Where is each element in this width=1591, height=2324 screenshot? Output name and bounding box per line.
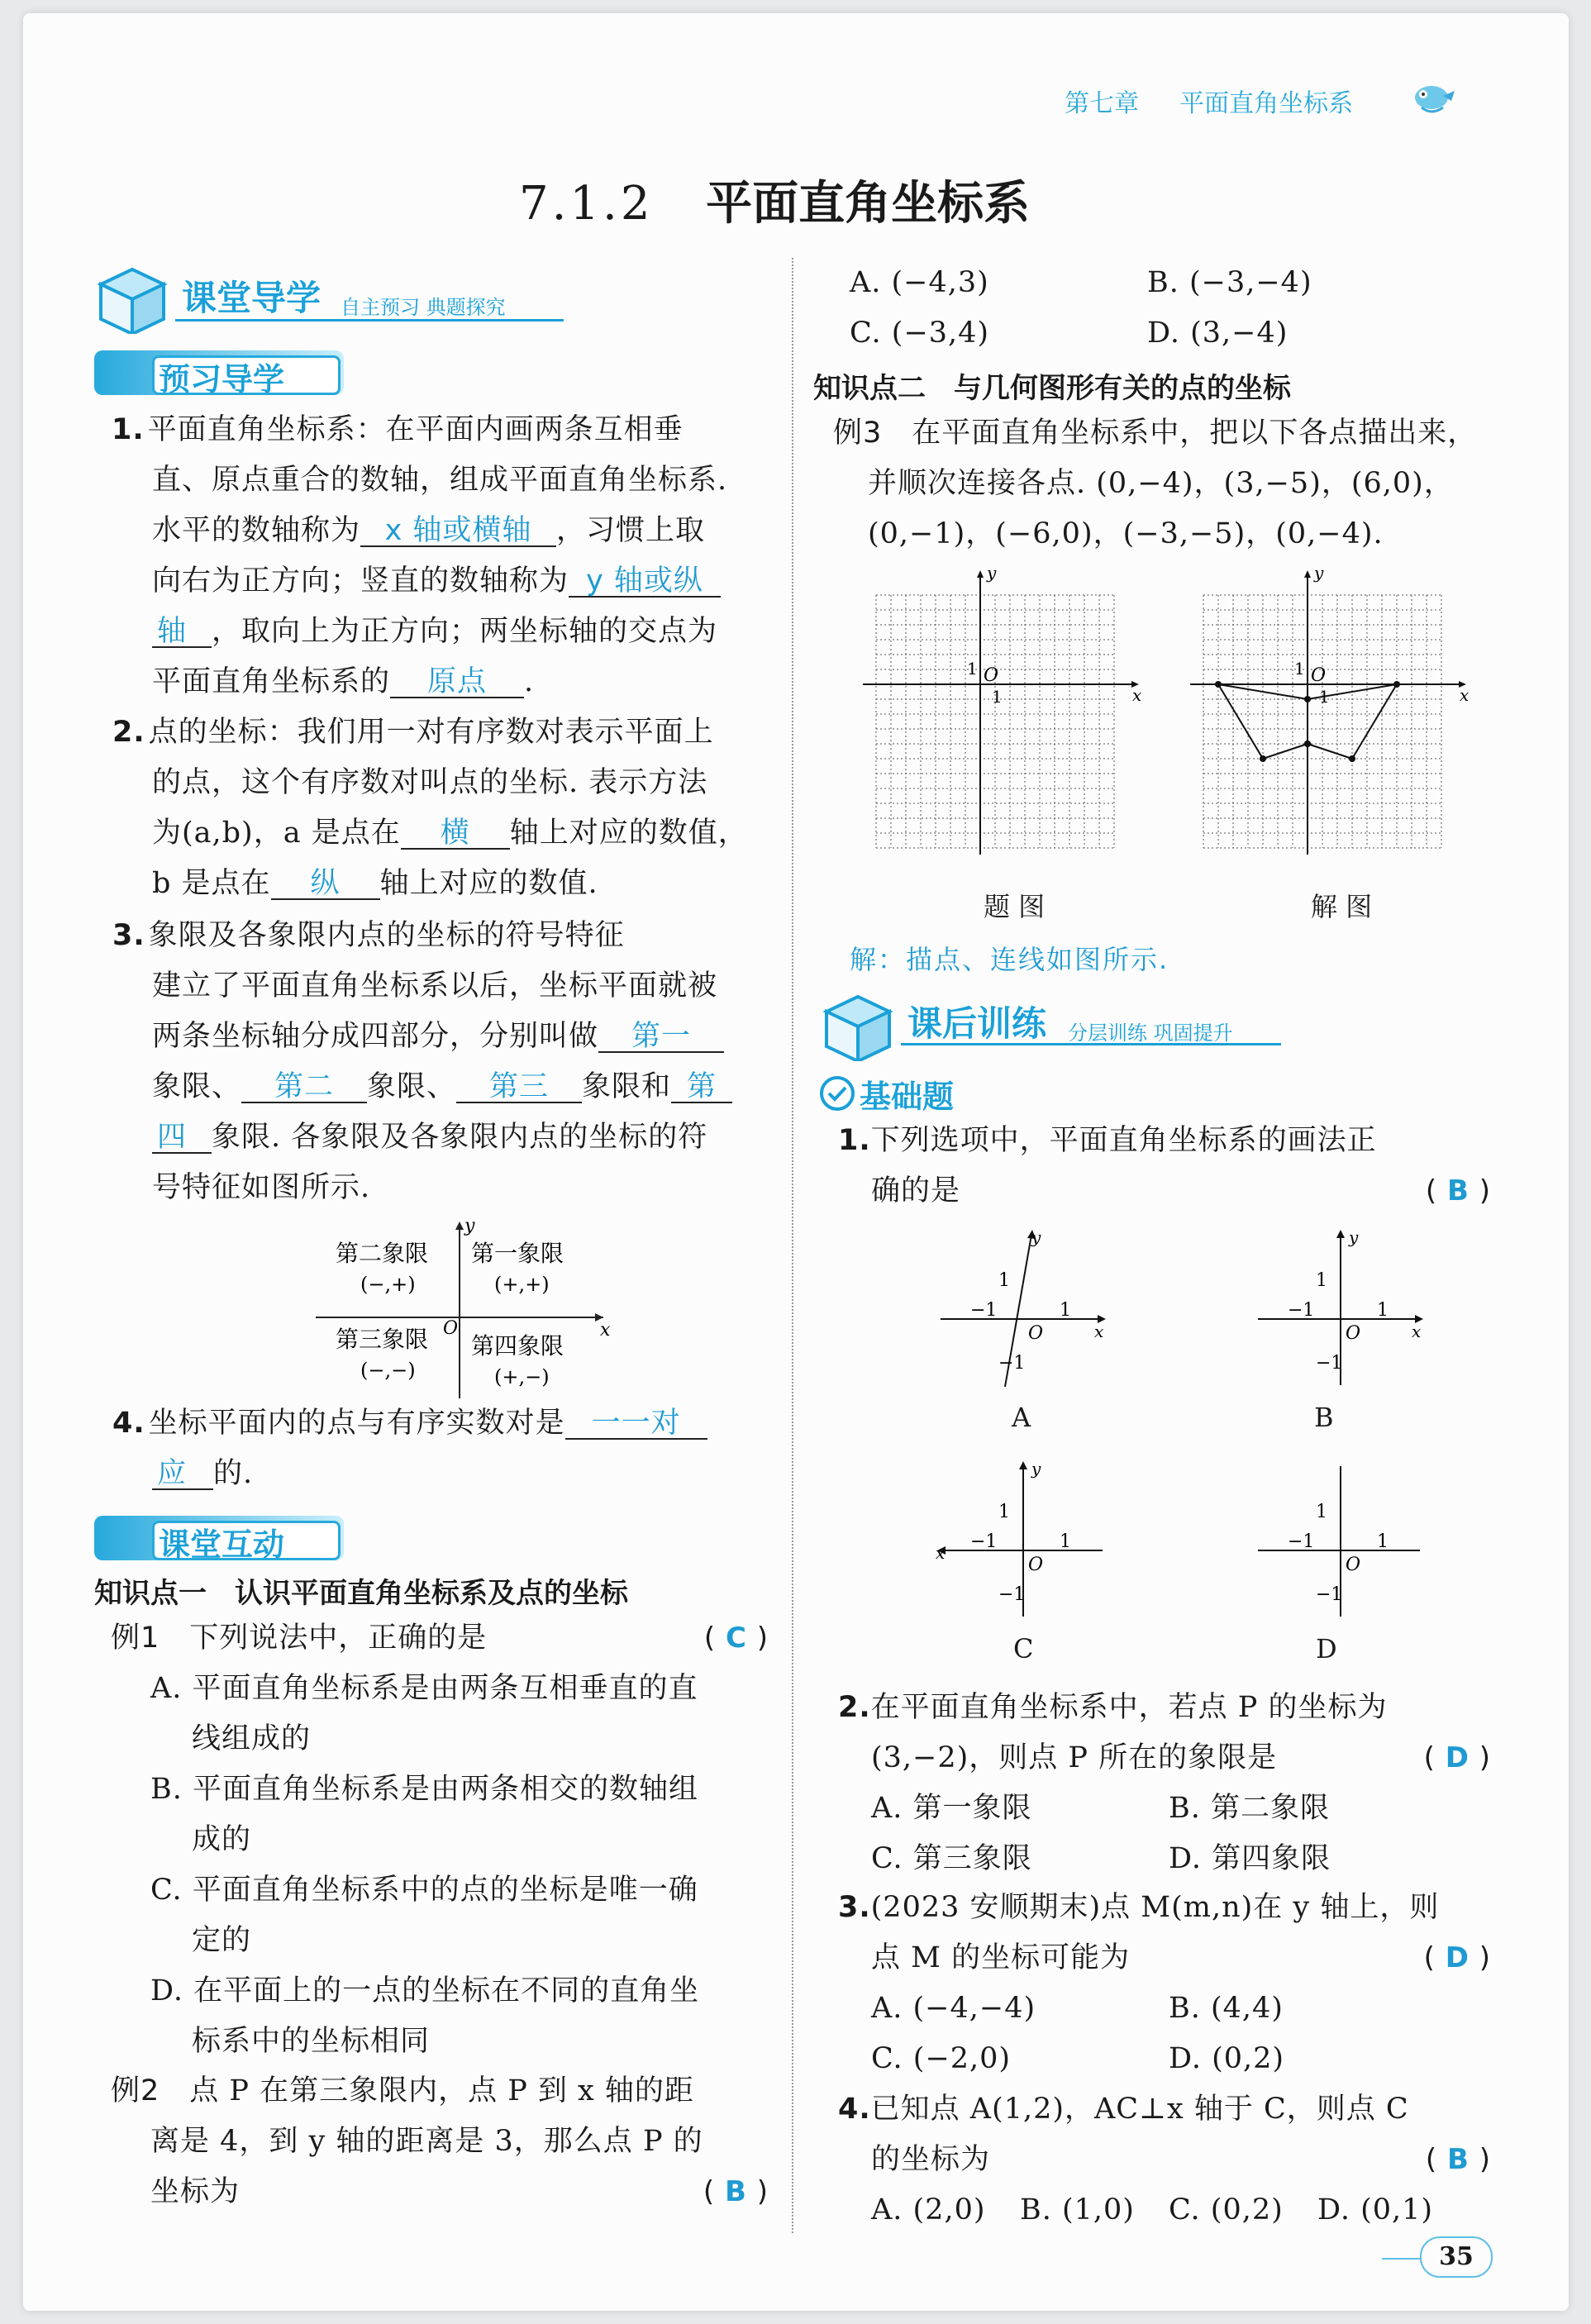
text-line: 平面直角坐标系：在平面内画两条互相垂	[147, 413, 684, 446]
banner-underline	[901, 1043, 1281, 1045]
preview-q2	[112, 707, 748, 909]
solution-point	[1393, 681, 1400, 688]
grid-figure-question	[840, 552, 1162, 866]
answer-choice: D	[1445, 1941, 1470, 1974]
knowledge-point-1: 知识点一 认识平面直角坐标系及点的坐标	[94, 1577, 628, 1610]
text-line: 向右为正方向；竖直的数轴称为	[152, 564, 569, 598]
option-d: D. (0,1)	[1317, 2193, 1434, 2226]
option-a-cont: 线组成的	[192, 1722, 312, 1755]
quadrant-3-label: 第三象限	[336, 1326, 429, 1353]
option-b: B. (4,4)	[1169, 1992, 1284, 2025]
origin-label: O	[984, 665, 999, 686]
option-a: A. 平面直角坐标系是由两条互相垂直的直	[150, 1672, 698, 1705]
section-number: 7.1.2	[519, 177, 654, 231]
option-a: A. (−4,−4)	[871, 1992, 1036, 2025]
example-label: 例1	[111, 1622, 160, 1655]
tag-basic-label: 基础题	[860, 1079, 955, 1115]
answer-choice: B	[1447, 2143, 1470, 2176]
tick-label: −1	[998, 1353, 1026, 1374]
text-line: 坐标为	[150, 2175, 241, 2208]
x-label: x	[1094, 1322, 1104, 1341]
y-axis-arrow	[977, 570, 984, 578]
solution-point	[1215, 681, 1222, 688]
option-c: C. 平面直角坐标系中的点的坐标是唯一确	[150, 1874, 698, 1907]
quadrant-4-sign: (+,−)	[494, 1365, 550, 1388]
q-num: 4.	[112, 1407, 145, 1440]
y-label: y	[1314, 563, 1324, 583]
tick-label-x1: 1	[1319, 687, 1330, 707]
figure-caption-solution: 解 图	[1311, 891, 1373, 922]
quadrant-4-label: 第四象限	[471, 1332, 564, 1360]
text-line: 确的是	[871, 1174, 961, 1207]
chapter-label: 第七章	[1065, 89, 1139, 118]
example-label: 例2	[111, 2074, 160, 2107]
y-label: y	[1031, 1227, 1041, 1247]
solution-point	[1304, 741, 1311, 747]
tag-preview	[94, 350, 344, 398]
problem-3: 3.(2023 安顺期末)点 M(m,n)在 y 轴上，则 点 M 的坐标可能为 ( D ) A. (−4,−4) B. (4,4) C. (−2,0) D. (0,2)	[838, 1883, 1491, 2084]
text-line: 已知点 A(1,2)，AC⊥x 轴于 C，则点 C	[870, 2093, 1409, 2126]
option-b-cont: 成的	[192, 1823, 252, 1856]
option-b: B. 平面直角坐标系是由两条相交的数轴组	[150, 1773, 698, 1806]
tick-label-y1: 1	[967, 659, 978, 679]
text-line: 象限及各象限内点的坐标的符号特征	[148, 919, 625, 952]
answer-choice: C	[725, 1622, 747, 1655]
text-line: 在平面直角坐标系中，若点 P 的坐标为	[870, 1691, 1388, 1724]
quadrant-1-label: 第一象限	[471, 1240, 564, 1267]
text-line: b 是点在	[152, 867, 271, 900]
text-line: 点 M 的坐标可能为	[871, 1941, 1131, 1974]
banner-underline	[175, 319, 564, 321]
text-line: 建立了平面直角坐标系以后，坐标平面就被	[152, 969, 718, 1002]
answer-blank: 轴	[152, 617, 212, 648]
quadrant-figure	[306, 1215, 620, 1405]
origin-label: O	[1028, 1323, 1044, 1344]
answer-blank: 第二	[241, 1073, 367, 1103]
option-c-axes	[932, 1455, 1122, 1620]
text-line: 下列说法中，正确的是	[189, 1622, 488, 1655]
bird-icon	[1407, 73, 1456, 119]
option-b-label: B	[1314, 1402, 1334, 1433]
text-line: 为(a,b)，a 是点在	[152, 817, 401, 850]
y-axis-arrow	[1019, 1461, 1027, 1469]
text-line: 象限、	[367, 1070, 457, 1103]
text-line: 象限、	[152, 1070, 242, 1103]
tick-label-y1: 1	[1294, 659, 1305, 679]
option-d-cont: 标系中的坐标相同	[192, 2025, 431, 2058]
option-d: D. (3,−4)	[1147, 317, 1289, 350]
solution-point	[1304, 696, 1311, 702]
tick-label: 1	[1316, 1270, 1327, 1291]
tag-interact	[94, 1516, 344, 1563]
answer-choice: B	[1447, 1174, 1470, 1207]
tick-label: 1	[998, 1270, 1010, 1291]
option-c: C. (0,2)	[1169, 2193, 1284, 2226]
option-b-axes	[1250, 1223, 1440, 1388]
q-num: 2.	[838, 1691, 871, 1724]
option-a: A. (−4,3)	[850, 266, 989, 299]
example-1: 例1 下列说法中，正确的是 ( C ) A. 平面直角坐标系是由两条互相垂直的直 线组成的 B. 平面直角坐标系是由两条相交的数轴组 成的 C. 平面直角坐标系中的点的坐标是唯一确 定的 D. 在平面上的一点的坐标在不同的直角坐 标系中的坐标相同	[116, 1613, 769, 2067]
option-a-axes	[932, 1223, 1122, 1388]
tag-preview-label: 预习导学	[159, 361, 285, 398]
option-c: C. 第三象限	[871, 1842, 1032, 1875]
origin-label: O	[1346, 1323, 1361, 1344]
text-line: 轴上对应的数值，	[509, 817, 748, 850]
text-line: 下列选项中，平面直角坐标系的画法正	[870, 1124, 1377, 1157]
grid-figure-solution	[1167, 552, 1489, 866]
tick-label: 1	[1316, 1502, 1327, 1522]
page	[23, 13, 1569, 2311]
tick-label: 1	[1060, 1300, 1071, 1321]
origin-label: O	[1028, 1555, 1044, 1575]
banner-class-subtitle: 自主预习 典题探究	[341, 296, 506, 319]
option-d-axes	[1250, 1455, 1440, 1620]
y-label: y	[987, 563, 997, 583]
cube-icon	[89, 260, 175, 334]
banner-class-title: 课堂导学	[182, 278, 322, 318]
axis-y-label: y	[464, 1216, 475, 1236]
solution-point	[1349, 755, 1355, 762]
y-axis-arrow	[1336, 1230, 1345, 1238]
answer-blank: 一一对	[565, 1409, 707, 1440]
answer-blank: 第	[671, 1073, 732, 1103]
text-line: 点 P 在第三象限内，点 P 到 x 轴的距	[189, 2074, 694, 2107]
text-line: 直、原点重合的数轴，组成平面直角坐标系.	[152, 464, 728, 497]
answer-blank: 原点	[390, 668, 524, 698]
problem-4: 4.已知点 A(1,2)，AC⊥x 轴于 C，则点 C 的坐标为 ( B ) A. (2,0) B. (1,0) C. (0,2) D. (0,1)	[838, 2084, 1491, 2236]
text-line: 在平面直角坐标系中，把以下各点描出来，	[912, 417, 1478, 450]
option-d: D. (0,2)	[1169, 2042, 1285, 2075]
banner-after-title: 课后训练	[907, 1003, 1047, 1044]
option-d: D. 在平面上的一点的坐标在不同的直角坐	[150, 1974, 700, 2007]
q-num: 1.	[112, 413, 145, 446]
answer-blank: y 轴或纵	[569, 567, 721, 598]
tick-label: −1	[1316, 1584, 1343, 1605]
text-line: 象限和	[582, 1070, 672, 1103]
text-line: 两条坐标轴分成四部分，分别叫做	[152, 1020, 599, 1053]
answer-choice: D	[1445, 1741, 1470, 1774]
quadrant-3-sign: (−,−)	[360, 1359, 416, 1382]
answer-blank: x 轴或横轴	[360, 517, 556, 547]
solution-text: 解：描点、连线如图所示.	[850, 944, 1169, 975]
text-line: ，习惯上取	[556, 514, 706, 547]
preview-q3	[112, 911, 732, 1213]
text-line: 坐标平面内的点与有序实数对是	[148, 1407, 565, 1440]
option-b: B. (−3,−4)	[1147, 266, 1312, 299]
origin-label: O	[443, 1318, 459, 1339]
text-line: (0,−1)，(−6,0)，(−3,−5)，(0,−4).	[868, 517, 1384, 550]
tick-label: 1	[1060, 1531, 1071, 1552]
option-d-label: D	[1316, 1633, 1337, 1664]
tick-label: −1	[970, 1300, 998, 1321]
answer-blank: 第一	[598, 1022, 724, 1053]
preview-q1	[112, 405, 728, 707]
tick-label: −1	[1288, 1531, 1315, 1552]
text-line: 的.	[213, 1457, 254, 1490]
tick-label: −1	[998, 1584, 1026, 1605]
cube-icon	[815, 987, 901, 1061]
tag-interact-label: 课堂互动	[159, 1526, 285, 1563]
tick-label: 1	[1377, 1531, 1389, 1552]
tick-label-x1: 1	[992, 687, 1003, 707]
section-heading	[519, 167, 1030, 233]
answer-choice: B	[725, 2175, 747, 2208]
answer-blank: 纵	[271, 869, 380, 900]
option-a-label: A	[1012, 1402, 1031, 1433]
q-num: 3.	[112, 919, 145, 952]
preview-q4	[112, 1398, 707, 1499]
option-c: C. (−2,0)	[871, 2042, 1012, 2075]
text-line: 的点，这个有序数对叫点的坐标. 表示方法	[152, 766, 708, 799]
text-line: 的坐标为	[871, 2143, 991, 2176]
x-label: x	[1412, 1322, 1422, 1341]
tick-label: −1	[1288, 1300, 1315, 1321]
option-c-label: C	[1013, 1633, 1034, 1664]
text-line: 离是 4，到 y 轴的距离是 3，那么点 P 的	[150, 2125, 703, 2158]
text-line: 水平的数轴称为	[152, 514, 361, 547]
y-label: y	[1349, 1227, 1359, 1247]
text-line: 轴上对应的数值.	[379, 867, 598, 900]
q-num: 4.	[838, 2093, 871, 2126]
origin-label: O	[1346, 1555, 1361, 1575]
q-num: 2.	[112, 716, 145, 749]
option-b: B. (1,0)	[1020, 2193, 1135, 2226]
example-2: 例2 点 P 在第三象限内，点 P 到 x 轴的距 离是 4，到 y 轴的距离是 3，那么点 P 的 坐标为 ( B )	[111, 2074, 769, 2208]
origin-label: O	[1311, 665, 1327, 686]
answer-blank: 应	[152, 1460, 213, 1490]
banner-after-subtitle: 分层训练 巩固提升	[1068, 1022, 1233, 1045]
text-line: (3,−2)，则点 P 所在的象限是	[871, 1741, 1278, 1774]
q-num: 3.	[838, 1891, 871, 1924]
problem-1: 1.下列选项中，平面直角坐标系的画法正 确的是 ( B )	[838, 1124, 1491, 1207]
problem-2: 2.在平面直角坐标系中，若点 P 的坐标为 (3,−2)，则点 P 所在的象限是 ( D ) A. 第一象限 B. 第二象限 C. 第三象限 D. 第四象限	[838, 1683, 1491, 1884]
example-label: 例3	[833, 417, 883, 450]
section-title: 平面直角坐标系	[706, 177, 1031, 231]
figure-caption-question: 题 图	[984, 891, 1046, 922]
answer-blank: 四	[152, 1123, 212, 1154]
tick-label: −1	[970, 1531, 998, 1552]
option-c-cont: 定的	[192, 1924, 252, 1957]
tick-label: 1	[998, 1502, 1010, 1522]
option-c: C. (−3,4)	[850, 317, 990, 350]
example-2-options	[850, 258, 1312, 359]
quadrant-2-label: 第二象限	[336, 1240, 429, 1267]
text-line: .	[524, 665, 535, 698]
check-icon	[818, 1074, 856, 1112]
y-label: y	[1031, 1459, 1041, 1479]
answer-blank: 横	[401, 819, 510, 850]
solution-point	[1260, 755, 1266, 762]
text-line: (2023 安顺期末)点 M(m,n)在 y 轴上，则	[870, 1891, 1440, 1924]
text-line: 平面直角坐标系的	[152, 665, 391, 698]
option-a: A. (2,0)	[871, 2193, 986, 2226]
axis-x-label: x	[600, 1320, 611, 1341]
page-number: 35	[1420, 2236, 1493, 2278]
column-divider	[792, 258, 793, 2233]
running-header	[1065, 83, 1353, 119]
x-label: x	[1460, 685, 1470, 705]
text-line: 号特征如图所示.	[152, 1171, 371, 1204]
x-label: x	[936, 1543, 946, 1563]
text-line: 并顺次连接各点. (0,−4)，(3,−5)，(6,0)，	[868, 467, 1454, 500]
text-line: ，取向上为正方向；两坐标轴的交点为	[212, 615, 718, 648]
y-axis-arrow	[1304, 570, 1311, 578]
option-a: A. 第一象限	[871, 1792, 1032, 1825]
q-num: 1.	[838, 1124, 871, 1157]
example-3	[833, 408, 1477, 560]
option-d: D. 第四象限	[1169, 1842, 1331, 1875]
answer-blank: 第三	[456, 1073, 582, 1103]
option-b: B. 第二象限	[1169, 1792, 1330, 1825]
x-label: x	[1132, 685, 1142, 705]
chapter-title: 平面直角坐标系	[1179, 89, 1354, 118]
quadrant-2-sign: (−,+)	[360, 1273, 416, 1296]
text-line: 象限. 各象限及各象限内点的坐标的符	[212, 1121, 708, 1154]
text-line: 点的坐标：我们用一对有序数对表示平面上	[148, 716, 714, 749]
quadrant-1-sign: (+,+)	[494, 1273, 550, 1296]
tick-label: −1	[1316, 1353, 1343, 1374]
tick-label: 1	[1377, 1300, 1389, 1321]
knowledge-point-2: 知识点二 与几何图形有关的点的坐标	[813, 372, 1291, 405]
